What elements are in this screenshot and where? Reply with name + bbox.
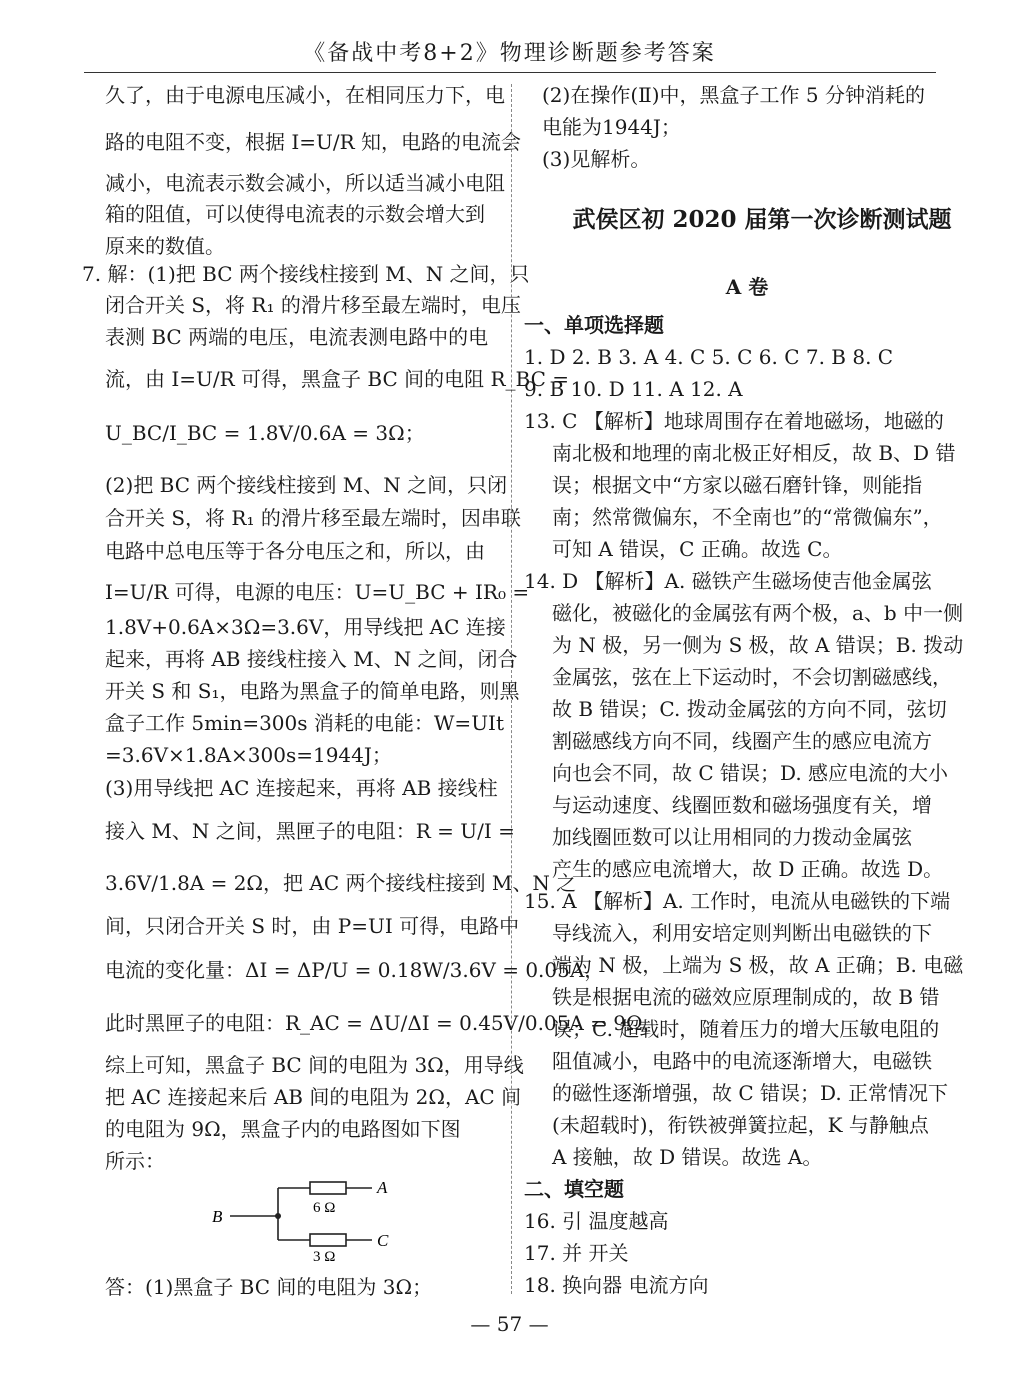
fill-answer: 16. 引 温度越高: [524, 1209, 669, 1233]
text-line: 电能为1944J；: [542, 115, 681, 139]
node-c-label: C: [377, 1231, 389, 1250]
text-line: 3.6V/1.8A = 2Ω，把 AC 两个接线柱接到 M、N 之: [105, 871, 577, 895]
text-line: 起来，再将 AB 接线柱接入 M、N 之间，闭合: [105, 647, 518, 671]
q14-line: 为 N 极，另一侧为 S 极，故 A 错误；B. 拨动: [552, 633, 964, 657]
q14-line: 故 B 错误；C. 拨动金属弦的方向不同，弦切: [552, 697, 947, 721]
q14-line: 向也会不同，故 C 错误；D. 感应电流的大小: [552, 761, 949, 785]
section-title: 武侯区初 2020 届第一次诊断测试题: [572, 206, 952, 233]
text-line: (3)用导线把 AC 连接起来，再将 AB 接线柱: [105, 776, 498, 800]
text-line: 综上可知，黑盒子 BC 间的电阻为 3Ω，用导线: [105, 1053, 524, 1077]
answer-line: 答：(1)黑盒子 BC 间的电阻为 3Ω；: [105, 1275, 433, 1299]
text-line: (2)把 BC 两个接线柱接到 M、N 之间，只闭: [105, 473, 508, 497]
text-line: 接入 M、N 之间，黑匣子的电阻：R = U/I =: [105, 819, 515, 843]
text-line: U_BC/I_BC = 1.8V/0.6A = 3Ω；: [105, 421, 425, 445]
text-line: 开关 S 和 S₁，电路为黑盒子的简单电路，则黑: [105, 679, 520, 703]
q13-line: 南北极和地理的南北极正好相反，故 B、D 错: [552, 441, 956, 465]
q13-line: 误；根据文中“方家以磁石磨针锋，则能指: [552, 473, 923, 497]
q15-line: 15. A 【解析】A. 工作时，电流从电磁铁的下端: [524, 889, 951, 913]
page-header: 《备战中考8+2》物理诊断题参考答案: [303, 41, 716, 66]
q15-line: 阻值减小，电路中的电流逐渐增大，电磁铁: [552, 1049, 932, 1073]
q15-line: 铁是根据电流的磁效应原理制成的，故 B 错: [552, 985, 940, 1009]
resistor-3ohm-label: 3 Ω: [313, 1249, 336, 1262]
right-column: [512, 0, 1019, 1377]
text-line: 把 AC 连接起来后 AB 间的电阻为 2Ω，AC 间: [105, 1085, 522, 1109]
text-line: 流，由 I=U/R 可得，黑盒子 BC 间的电阻 R_BC =: [105, 367, 570, 391]
resistor-6ohm-label: 6 Ω: [313, 1200, 336, 1216]
q13-line: 南；然常微偏东，不全南也”的“常微偏东”，: [552, 505, 943, 529]
q14-line: 金属弦，弦在上下运动时，不会切割磁感线，: [552, 665, 952, 689]
fill-answer: 18. 换向器 电流方向: [524, 1273, 709, 1297]
text-line: 减小，电流表示数会减小，所以适当减小电阻: [105, 171, 505, 195]
text-line: 闭合开关 S，将 R₁ 的滑片移至最左端时，电压: [105, 293, 521, 317]
fill-answer: 17. 并 开关: [524, 1241, 629, 1265]
text-line: 的电阻为 9Ω，黑盒子内的电路图如下图: [105, 1117, 461, 1141]
q14-line: 割磁感线方向不同，线圈产生的感应电流方: [552, 729, 932, 753]
q15-line: 端为 N 极，上端为 S 极，故 A 正确；B. 电磁: [552, 953, 964, 977]
q15-line: 误；C. 超载时，随着压力的增大压敏电阻的: [552, 1017, 940, 1041]
text-line: 此时黑匣子的电阻：R_AC = ΔU/ΔI = 0.45V/0.05A = 9Ω，: [105, 1011, 663, 1035]
text-line: 原来的数值。: [105, 234, 225, 258]
q14-line: 与运动速度、线圈匝数和磁场强度有关，增: [552, 793, 932, 817]
text-line: 合开关 S，将 R₁ 的滑片移至最左端时，因串联: [105, 506, 521, 530]
volume-title: A 卷: [725, 275, 769, 299]
text-line: I=U/R 可得，电源的电压：U=U_BC + IR₀ =: [105, 580, 530, 604]
text-line: 电流的变化量：ΔI = ΔP/U = 0.18W/3.6V = 0.05A，: [105, 958, 605, 982]
q13-line: 13. C 【解析】地球周围存在着地磁场，地磁的: [524, 409, 944, 433]
choice-answers-row: 1. D 2. B 3. A 4. C 5. C 6. C 7. B 8. C: [524, 345, 894, 369]
text-line: 1.8V+0.6A×3Ω=3.6V，用导线把 AC 连接: [105, 615, 506, 639]
text-line: 箱的阻值，可以使得电流表的示数会增大到: [105, 202, 485, 226]
text-line: 间，只闭合开关 S 时，由 P=UI 可得，电路中: [105, 914, 520, 938]
text-line: 所示：: [105, 1149, 165, 1173]
text-line: 路的电阻不变，根据 I=U/R 知，电路的电流会: [105, 130, 522, 154]
text-line: 久了，由于电源电压减小，在相同压力下，电: [105, 83, 505, 107]
q14-line: 磁化，被磁化的金属弦有两个极，a、b 中一侧: [552, 601, 964, 625]
page-number: — 57 —: [470, 1312, 549, 1336]
node-a-label: A: [377, 1178, 388, 1197]
q13-line: 可知 A 错误，C 正确。故选 C。: [552, 537, 843, 561]
q14-line: 14. D 【解析】A. 磁铁产生磁场使吉他金属弦: [524, 569, 932, 593]
text-line: =3.6V×1.8A×300s=1944J；: [105, 743, 392, 767]
circuit-diagram: [200, 1170, 410, 1262]
part-heading-fill: 二、填空题: [524, 1177, 624, 1201]
q15-line: (未超载时)，衔铁被弹簧拉起，K 与静触点: [552, 1113, 929, 1137]
text-line: 表测 BC 两端的电压，电流表测电路中的电: [105, 325, 489, 349]
q14-line: 产生的感应电流增大，故 D 正确。故选 D。: [552, 857, 944, 881]
text-line: 盒子工作 5min=300s 消耗的电能：W=UIt: [105, 711, 504, 735]
part-heading-choice: 一、单项选择题: [524, 313, 664, 337]
q15-line: 导线流入，利用安培定则判断出电磁铁的下: [552, 921, 932, 945]
text-line: (2)在操作(Ⅱ)中，黑盒子工作 5 分钟消耗的: [542, 83, 925, 107]
node-b-label: B: [212, 1207, 223, 1226]
q15-line: 的磁性逐渐增强，故 C 错误；D. 正常情况下: [552, 1081, 949, 1105]
q15-line: A 接触，故 D 错误。故选 A。: [552, 1145, 823, 1169]
text-line: 7. 解：(1)把 BC 两个接线柱接到 M、N 之间，只: [82, 262, 530, 286]
choice-answers-row: 9. B 10. D 11. A 12. A: [524, 377, 743, 401]
text-line: (3)见解析。: [542, 147, 651, 171]
q14-line: 加线圈匝数可以让用相同的力拨动金属弦: [552, 825, 912, 849]
text-line: 电路中总电压等于各分电压之和，所以，由: [105, 539, 485, 563]
